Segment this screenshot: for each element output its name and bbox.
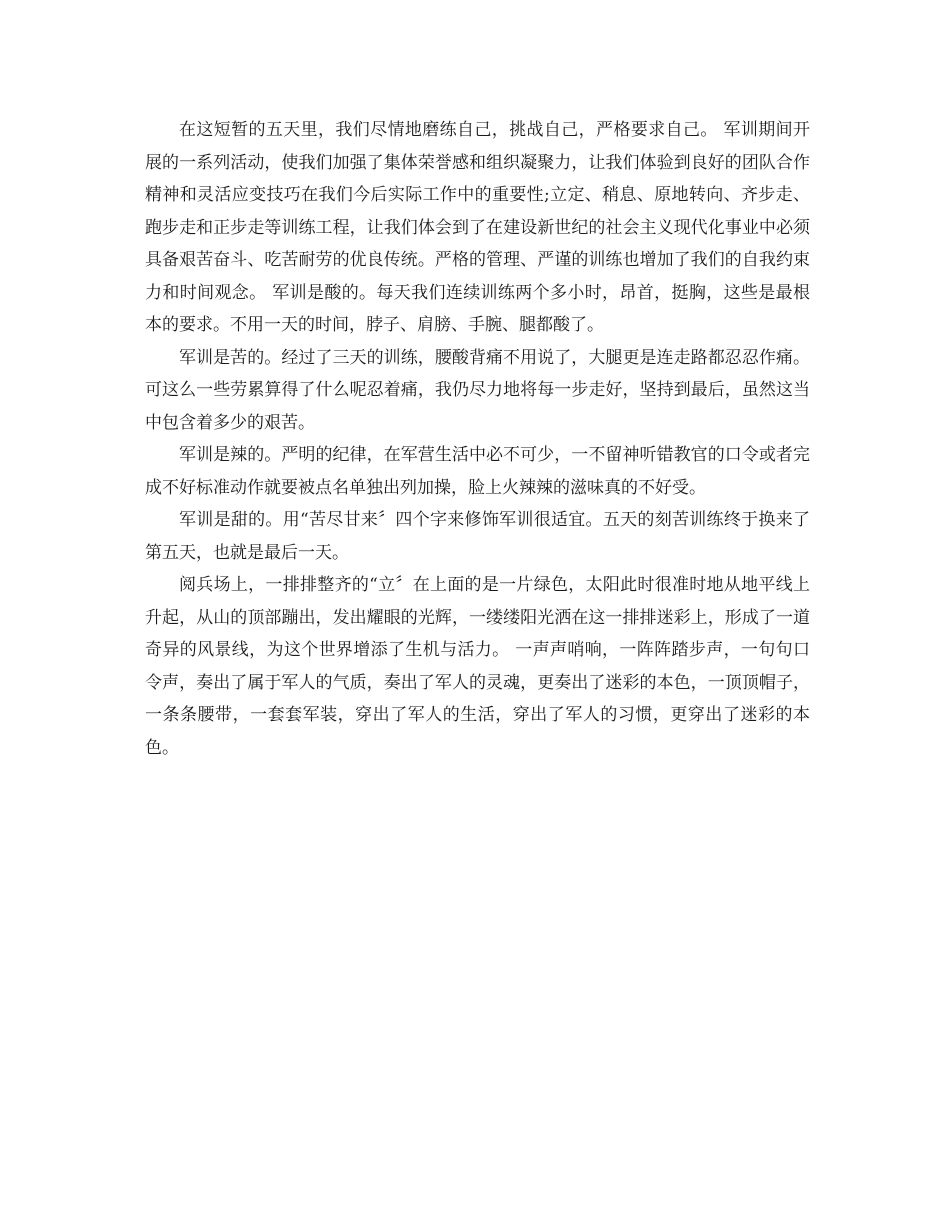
paragraph-5: 阅兵场上，一排排整齐的“立〞在上面的是一片绿色，太阳此时很准时地从地平线上升起，从山的顶部蹦出，发出耀眼的光辉，一缕缕阳光洒在这一排排迷彩上，形成了一道奇异的风景线，为这个世界增添了生机与活力。 一声声哨响，一阵阵踏步声，一句句口令声，奏出了属于军人的气质，奏出了军人的灵魂，更奏出了迷彩的本色，一顶顶帽子，一条条腰带，一套套军装，穿出了军人的生活，穿出了军人的习惯，更穿出了迷彩的本色。 xyxy=(145,575,810,758)
paragraph-2: 军训是苦的。经过了三天的训练，腰酸背痛不用说了，大腿更是连走路都忍忍作痛。可这么一些劳累算得了什么呢忍着痛，我仍尽力地将每一步走好，坚持到最后，虽然这当中包含着多少的艰苦。 xyxy=(145,347,810,433)
paragraph-1: 在这短暂的五天里，我们尽情地磨练自己，挑战自己，严格要求自己。 军训期间开展的一系列活动，使我们加强了集体荣誉感和组织凝聚力，让我们体验到良好的团队合作精神和灵活应变技巧在我们今后实际工作中的重要性;立定、稍息、原地转向、齐步走、跑步走和正步走等训练工程，让我们体会到了在建设新世纪的社会主义现代化事业中必须具备艰苦奋斗、吃苦耐劳的优良传统。严格的管理、严谨的训练也增加了我们的自我约束力和时间观念。 军训是酸的。每天我们连续训练两个多小时，昂首，挺胸，这些是最根本的要求。不用一天的时间，脖子、肩膀、手腕、腿都酸了。 xyxy=(145,120,810,335)
paragraph-3: 军训是辣的。严明的纪律，在军营生活中必不可少，一不留神听错教官的口令或者完成不好标准动作就要被点名单独出列加操，脸上火辣辣的滋味真的不好受。 xyxy=(145,445,810,498)
paragraph-4: 军训是甜的。用“苦尽甘来〞四个字来修饰军训很适宜。五天的刻苦训练终于换来了第五天，也就是最后一天。 xyxy=(145,510,810,563)
document-body xyxy=(145,114,810,764)
